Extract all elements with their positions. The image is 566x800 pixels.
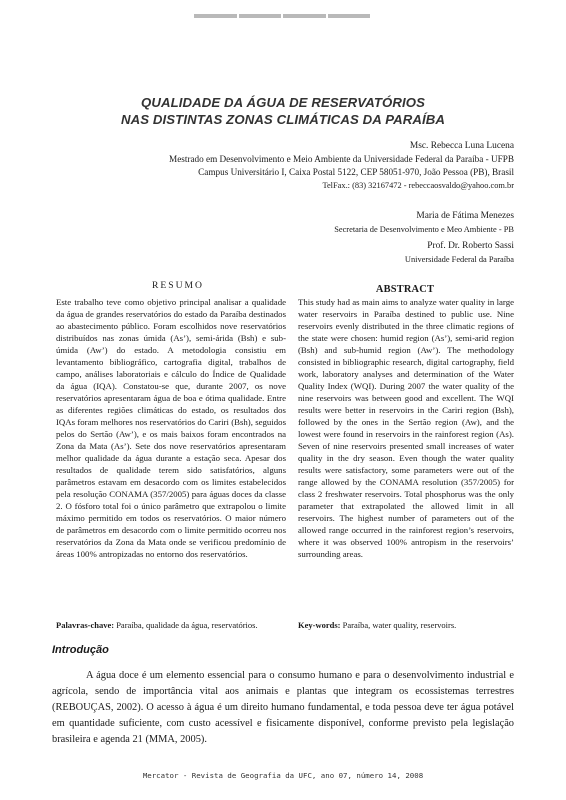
author-3 (405, 240, 514, 266)
author-2 (334, 210, 514, 236)
resumo-keywords (56, 620, 258, 631)
title-line-2: NAS DISTINTAS ZONAS CLIMÁTICAS DA PARAÍBA (120, 112, 445, 127)
abstract-heading: ABSTRACT (375, 284, 435, 295)
author-affiliation: Mestrado em Desenvolvimento e Meio Ambiente da Universidade Federal da Paraíba - UFPB (169, 154, 514, 164)
author-affiliation: Secretaria de Desenvolvimento e Meo Ambiente - PB (334, 225, 514, 234)
title-line-1: QUALIDADE DA ÁGUA DE RESERVATÓRIOS (140, 95, 425, 110)
resumo-text: Este trabalho teve como objetivo principal analisar a qualidade da água de grandes reservatórios do estado da Paraíba destinados ao abastecimento público. Foram escolhidos nove reservatórios distribuídos nas zonas úmida (As’), semi-árida (Bsh) e sub-úmida (Aw’) do estado. A metodologia consistiu em levantamento bibliográfico, cartografia digital, trabalhos de campo, análises laboratoriais e cálculo do Índice de Qualidade da água (IQA). Constatou-se que, durante 2007, os nove reservatórios apresentaram água de boa e ótima qualidade. Entre as diferentes regiões climáticas do estado, os resultados dos IQAs foram melhores nos reservatórios do Cariri (Bsh), seguidos pelos do Sertão (Aw’), e os mais baixos foram encontrados na Zona da Mata (As’). Sete dos nove reservatórios apresentaram melhor qualidade da água durante a estação seca. Apesar dos resultados de qualidade terem sido satisfatórios, alguns parâmetros estavam em desacordo com os limites estabelecidos pela resolução CONAMA (357/2005) para águas doces da classe 2. O fósforo total foi o único parâmetro que extrapolou o limite máximo permitido em todos os reservatórios. O maior número de parâmetros em desacordo com o limite permitido ocorreu nos reservatórios da Zona da Mata onde se verificou predomínio de áreas 100% antropizadas no entorno dos reservatórios. (56, 297, 286, 559)
paper-title (0, 94, 566, 128)
author-name: Prof. Dr. Roberto Sassi (427, 241, 514, 251)
header-decoration (194, 14, 370, 18)
author-address: Campus Universitário I, Caixa Postal 5122, CEP 58051-970, João Pessoa (PB), Brasil (198, 167, 514, 177)
author-1 (169, 140, 514, 192)
keywords-values: Paraíba, qualidade da água, reservatórios. (116, 620, 258, 630)
keywords-label: Key-words: (298, 620, 341, 630)
page-footer: Mercator - Revista de Geografia da UFC, ano 07, número 14, 2008 (142, 771, 424, 780)
author-contact: TelFax.: (83) 32167472 - rebeccaosvaldo@yahoo.com.br (322, 181, 514, 190)
author-affiliation: Universidade Federal da Paraíba (404, 255, 514, 264)
author-name: Msc. Rebecca Luna Lucena (409, 141, 514, 151)
author-name: Maria de Fátima Menezes (416, 211, 514, 221)
introduction-body (52, 668, 514, 748)
keywords-values: Paraíba, water quality, reservoirs. (342, 620, 457, 630)
abstract-keywords (298, 620, 456, 631)
resumo-heading: RESUMO (152, 280, 204, 291)
keywords-label: Palavras-chave: (56, 620, 115, 630)
abstract-text: This study had as main aims to analyze water quality in large water reservoirs in Paraíba destined to public use. Nine reservoirs evenly distributed in the three climatic regions of the state were chosen: humid region (As’), semi-arid region (Bsh) and sub-humid region (Aw’). The methodology consisted in bibliographic research, digital cartography, field work, laboratory analyses and determination of the Water Quality Index (WQI). During 2007 the water quality of the nine reservoirs was between good and excellent. The WQI results were better in reservoirs in the Cariri region (Bsh), followed by the ones in the Sertão region (Aw), and the lowest were found in reservoirs in the rainforest region (As). Seven of nine reservoirs presented small increases of water quality in the dry season. Even though the water quality results were satisfactory, some parameters were out of the range allowed by the CONAMA resolution (357/2005) for class 2 freshwater reservoirs. Total phosphorus was the only parameter that extrapolated the allowed limit in all reservoirs. The highest number of parameters out of the allowed range occurred in the rainforest region’s reservoirs, where it was observed 100% antropism in the reservoirs’ surrounding areas. (298, 297, 514, 559)
introduction-heading: Introdução (52, 644, 109, 656)
introduction-paragraph: A água doce é um elemento essencial para o consumo humano e para o desenvolvimento industrial e agrícola, sendo de importância vital aos animais e plantas que integram os ecossistemas terrestres (REBOUÇAS, 2002). O acesso à água é um direito humano fundamental, e toda pessoa deve ter água potável em quantidade suficiente, com custo acessível e fisicamente disponível, conforme previsto pela legislação brasileira e agenda 21 (MMA, 2005). (52, 670, 514, 745)
